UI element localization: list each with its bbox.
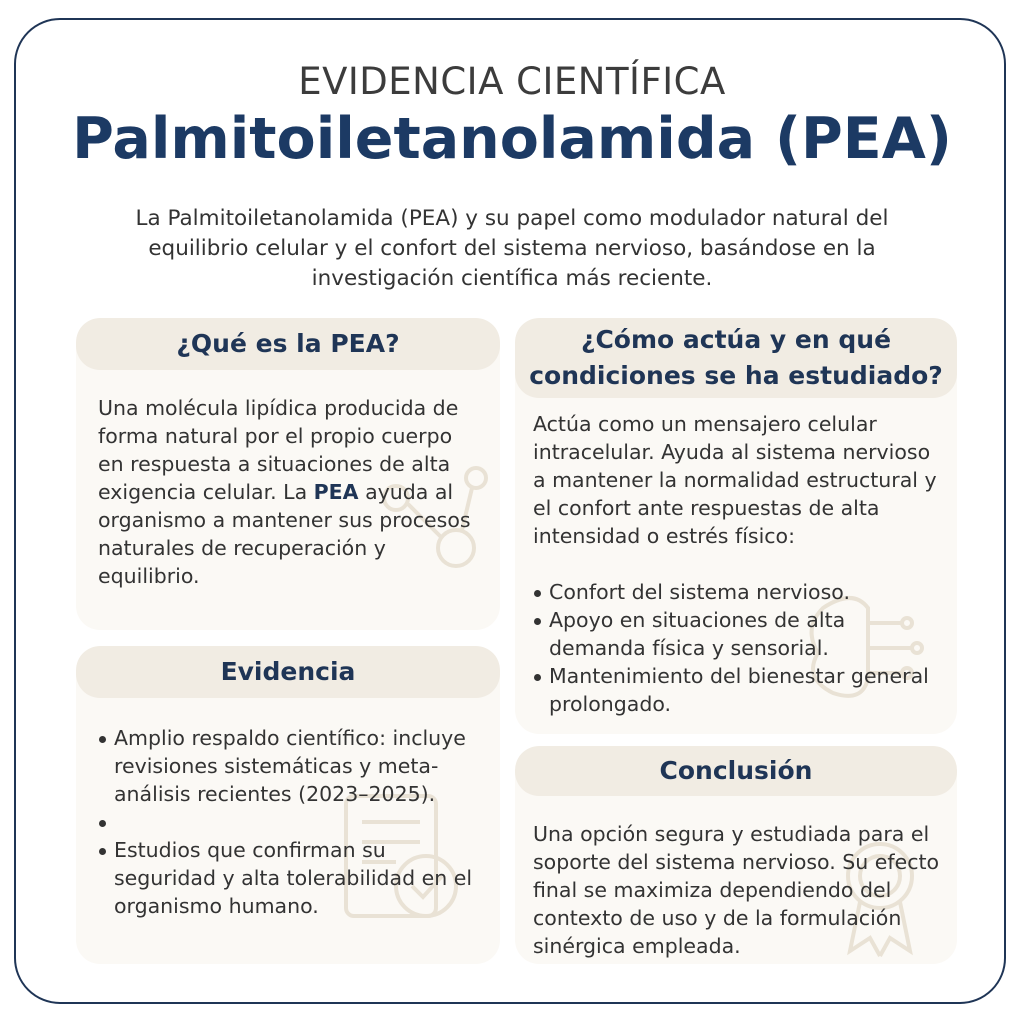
page-title: Palmitoiletanolamida (PEA)	[72, 106, 952, 172]
what-is-text: Una molécula lipídica producida de forma natural por el propio cuerpo en respuesta a situaciones de alta exigencia celular. La PEA ayuda al organismo a mantener sus procesos naturales de recuperación y equilibrio.	[98, 396, 471, 588]
intro-text: La Palmitoiletanolamida (PEA) y su papel como modulador natural del equilibrio celular y el confort del sistema nervioso, basándose en la investigación científica más reciente.	[135, 206, 889, 291]
evidence-panel	[76, 646, 500, 964]
list-item: Apoyo en situaciones de alta demanda física y sensorial.	[533, 606, 943, 662]
conclusion-panel	[515, 746, 957, 964]
evidence-list	[98, 724, 482, 920]
list-item: Amplio respaldo científico: incluye revisiones sistemáticas y meta-análisis recientes (2023–2025).	[98, 724, 482, 808]
conclusion-text: Una opción segura y estudiada para el soporte del sistema nervioso. Su efecto final se maximiza dependiendo del contexto de uso y de la formulación sinérgica empleada.	[533, 822, 940, 958]
conclusion-heading: Conclusión	[515, 746, 957, 796]
list-item: Estudios que confirman su seguridad y alta tolerabilidad en el organismo humano.	[98, 836, 482, 920]
list-item: Confort del sistema nervioso.	[533, 578, 943, 606]
list-item: Mantenimiento del bienestar general prolongado.	[533, 662, 943, 718]
how-it-works-list	[533, 578, 943, 718]
how-it-works-panel	[515, 318, 957, 734]
pea-bold: PEA	[313, 480, 359, 504]
page-kicker: EVIDENCIA CIENTÍFICA	[298, 60, 726, 103]
evidence-heading: Evidencia	[76, 646, 500, 698]
what-is-heading: ¿Qué es la PEA?	[76, 318, 500, 370]
how-it-works-text: Actúa como un mensajero celular intracelular. Ayuda al sistema nervioso a mantener la normalidad estructural y el confort ante respuestas de alta intensidad o estrés físico:	[533, 412, 937, 548]
how-it-works-heading: ¿Cómo actúa y en qué condiciones se ha estudiado?	[515, 318, 957, 398]
what-is-panel	[76, 318, 500, 630]
